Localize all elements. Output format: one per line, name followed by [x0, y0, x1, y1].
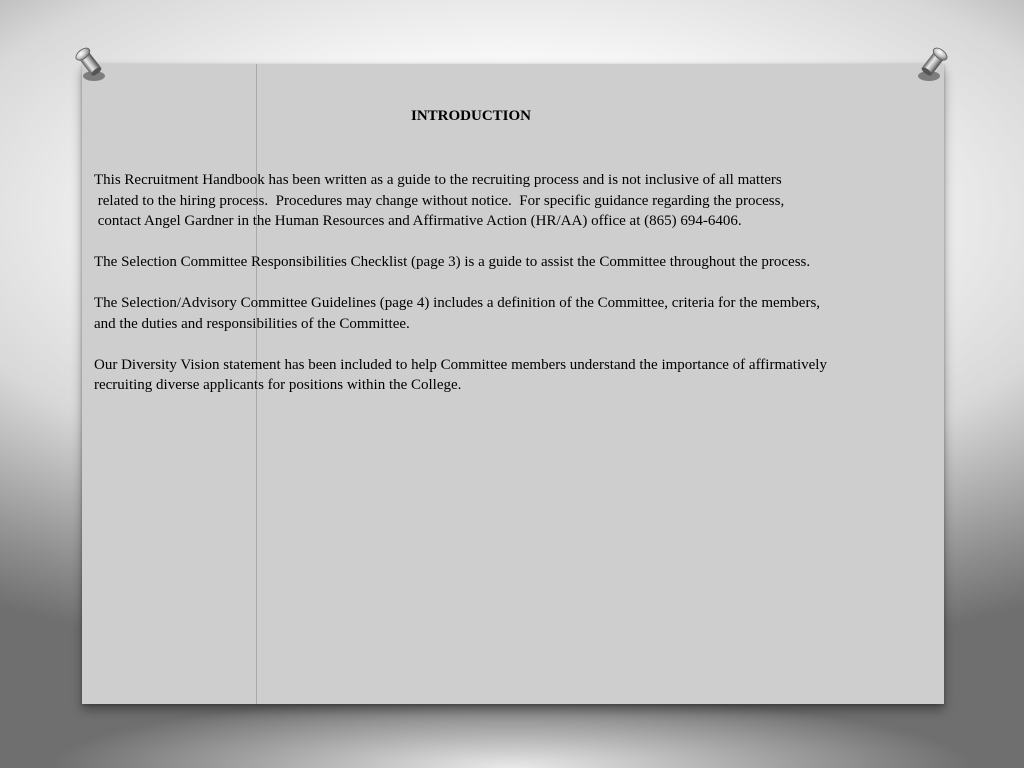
- text-line: This Recruitment Handbook has been written as a guide to the recruiting process and is not inclusive of all matters: [94, 172, 782, 188]
- text-line: The Selection/Advisory Committee Guidelines (page 4) includes a definition of the Committee, criteria for the members,: [94, 295, 821, 311]
- pushpin-icon: [70, 40, 108, 84]
- paragraph-guidelines: [94, 293, 944, 334]
- text-line: recruiting diverse applicants for positions within the College.: [94, 377, 462, 393]
- slide-heading: INTRODUCTION: [410, 108, 531, 124]
- slide-body: [94, 170, 944, 416]
- text-line: contact Angel Gardner in the Human Resources and Affirmative Action (HR/AA) office at (865) 694-6406.: [94, 213, 742, 229]
- text-line: The Selection Committee Responsibilities Checklist (page 3) is a guide to assist the Committee throughout the process.: [94, 254, 811, 270]
- text-line: Our Diversity Vision statement has been included to help Committee members understand the importance of affirmatively: [94, 356, 827, 373]
- paragraph-checklist: [94, 252, 944, 273]
- pushpin-icon: [915, 40, 953, 84]
- paragraph-intro: [94, 170, 944, 232]
- text-line: and the duties and responsibilities of the Committee.: [94, 315, 410, 332]
- text-line: related to the hiring process. Procedures may change without notice. For specific guidance regarding the process,: [94, 192, 785, 209]
- paragraph-diversity: [94, 355, 944, 396]
